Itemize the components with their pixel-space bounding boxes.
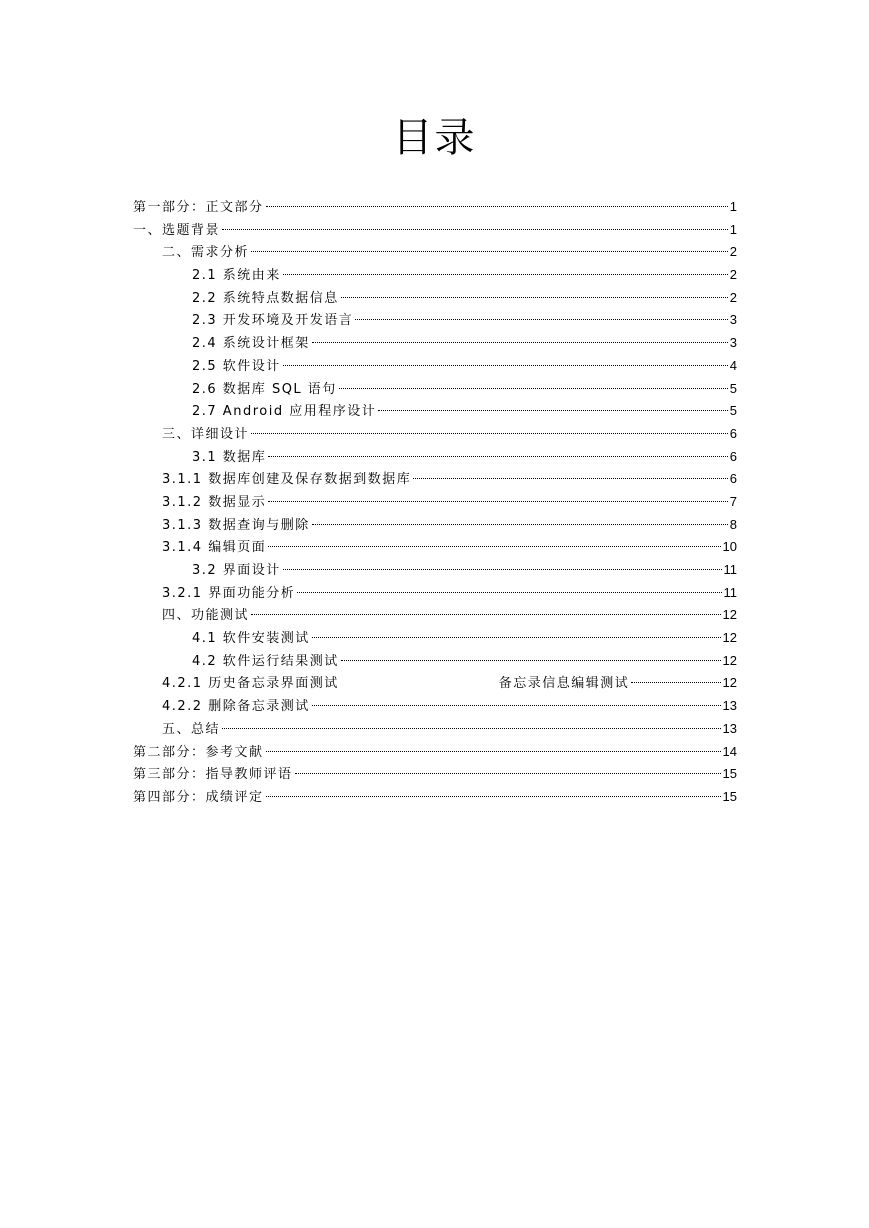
dot-leader bbox=[222, 229, 728, 230]
toc-page-number: 14 bbox=[722, 743, 737, 759]
toc-entry-label: 2.1 系统由来 bbox=[192, 268, 281, 284]
toc-entry-label: 第四部分：成绩评定 bbox=[133, 789, 264, 805]
toc-entry-label: 3.2 界面设计 bbox=[192, 563, 281, 578]
toc-entry[interactable] bbox=[133, 627, 737, 650]
toc-entry[interactable] bbox=[133, 582, 737, 605]
toc-entry-label: 4.2.2 删除备忘录测试 bbox=[162, 699, 310, 715]
toc-entry[interactable] bbox=[133, 378, 737, 401]
dot-leader bbox=[268, 501, 728, 502]
toc-page-number: 15 bbox=[722, 766, 737, 782]
toc-entry[interactable] bbox=[133, 741, 737, 764]
toc-page-number: 5 bbox=[729, 380, 737, 396]
toc-entry-label: 四、功能测试 bbox=[162, 608, 250, 624]
toc-page-number: 4 bbox=[729, 357, 737, 373]
dot-leader bbox=[341, 660, 721, 661]
toc-entry[interactable] bbox=[133, 423, 737, 446]
toc-entry-label: 2.3 开发环境及开发语言 bbox=[192, 313, 354, 329]
dot-leader bbox=[283, 365, 728, 366]
dot-leader bbox=[266, 206, 728, 207]
toc-page-number: 12 bbox=[722, 652, 737, 668]
toc-page-number: 11 bbox=[723, 562, 737, 577]
toc-entry-label: 3.1.4 编辑页面 bbox=[162, 540, 267, 556]
toc-entry[interactable] bbox=[133, 219, 737, 242]
toc-page-number: 8 bbox=[729, 516, 737, 532]
toc-entry[interactable] bbox=[133, 695, 737, 718]
toc-page-number: 12 bbox=[722, 607, 737, 623]
toc-entry[interactable] bbox=[133, 446, 737, 469]
dot-leader bbox=[222, 728, 721, 729]
dot-leader bbox=[295, 773, 721, 774]
toc-entry[interactable] bbox=[133, 536, 737, 559]
toc-entry[interactable] bbox=[133, 196, 737, 219]
toc-entry-label: 三、详细设计 bbox=[162, 426, 250, 442]
toc-entry[interactable] bbox=[133, 786, 737, 809]
toc-entry-label: 二、需求分析 bbox=[162, 245, 250, 261]
toc-entry-label: 五、总结 bbox=[162, 721, 221, 737]
dot-leader bbox=[341, 297, 728, 298]
toc-page-number: 2 bbox=[729, 244, 737, 260]
toc-entry-label: 第二部分：参考文献 bbox=[133, 744, 264, 760]
toc-entry[interactable] bbox=[133, 672, 737, 695]
toc-page-number: 1 bbox=[729, 199, 737, 214]
toc-entry-label: 3.1.2 数据显示 bbox=[162, 494, 267, 510]
toc-entry[interactable] bbox=[133, 650, 737, 673]
toc-entry-label: 2.5 软件设计 bbox=[192, 358, 281, 374]
page-title: 目录 bbox=[392, 115, 477, 161]
toc-page-number: 6 bbox=[729, 448, 737, 464]
toc-page-number: 13 bbox=[722, 720, 737, 736]
toc-entry-label: 3.1.3 数据查询与删除 bbox=[162, 517, 310, 533]
toc-entry[interactable] bbox=[133, 491, 737, 514]
toc-entry[interactable] bbox=[133, 400, 737, 423]
toc-page-number: 7 bbox=[729, 493, 737, 509]
dot-leader bbox=[378, 410, 728, 411]
toc-page-number: 2 bbox=[729, 289, 737, 305]
toc-page-number: 12 bbox=[722, 630, 737, 646]
toc-entry-label: 4.1 软件安装测试 bbox=[192, 631, 310, 647]
toc-page-number: 15 bbox=[722, 788, 737, 804]
dot-leader bbox=[251, 614, 721, 615]
toc-page-number: 6 bbox=[729, 471, 737, 487]
toc-entry-label: 2.7 Android 应用程序设计 bbox=[192, 404, 377, 420]
dot-leader bbox=[251, 251, 728, 252]
toc-page-number: 6 bbox=[729, 425, 737, 441]
toc-entry-label: 第一部分：正文部分 bbox=[133, 200, 264, 215]
toc-entry-label: 一、选题背景 bbox=[133, 222, 221, 238]
table-of-contents bbox=[133, 196, 737, 809]
dot-leader bbox=[631, 682, 720, 683]
toc-entry[interactable] bbox=[133, 468, 737, 491]
toc-entry[interactable] bbox=[133, 309, 737, 332]
dot-leader bbox=[266, 751, 721, 752]
dot-leader bbox=[266, 796, 721, 797]
dot-leader bbox=[251, 433, 728, 434]
dot-leader bbox=[268, 456, 727, 457]
toc-page-number: 1 bbox=[729, 221, 737, 237]
toc-entry-label: 3.1 数据库 bbox=[192, 449, 267, 465]
toc-entry[interactable] bbox=[133, 241, 737, 264]
toc-entry-label: 2.2 系统特点数据信息 bbox=[192, 290, 339, 306]
toc-entry[interactable] bbox=[133, 718, 737, 741]
toc-entry[interactable] bbox=[133, 604, 737, 627]
toc-page-number: 10 bbox=[722, 539, 737, 555]
toc-entry-label: 2.4 系统设计框架 bbox=[192, 336, 310, 352]
toc-entry[interactable] bbox=[133, 763, 737, 786]
toc-entry[interactable] bbox=[133, 332, 737, 355]
toc-page-number: 3 bbox=[729, 335, 737, 351]
toc-entry-label: 2.6 数据库 SQL 语句 bbox=[192, 381, 337, 397]
toc-entry-label: 3.1.1 数据库创建及保存数据到数据库 bbox=[162, 472, 412, 488]
toc-entry[interactable] bbox=[133, 355, 737, 378]
toc-entry[interactable] bbox=[133, 264, 737, 287]
dot-leader bbox=[312, 705, 721, 706]
dot-leader bbox=[312, 342, 728, 343]
toc-entry[interactable] bbox=[133, 559, 737, 582]
toc-entry-label: 4.2.1 历史备忘录界面测试 bbox=[162, 676, 339, 692]
toc-page-number: 12 bbox=[722, 675, 737, 691]
toc-page-number: 11 bbox=[723, 584, 737, 600]
dot-leader bbox=[339, 388, 728, 389]
toc-entry-label: 3.2.1 界面功能分析 bbox=[162, 585, 296, 601]
dot-leader bbox=[268, 546, 720, 547]
dot-leader bbox=[312, 637, 721, 638]
toc-entry[interactable] bbox=[133, 514, 737, 537]
toc-page-number: 5 bbox=[729, 403, 737, 419]
toc-entry[interactable] bbox=[133, 287, 737, 310]
toc-entry-secondary-label: 备忘录信息编辑测试 bbox=[498, 676, 630, 692]
dot-leader bbox=[283, 274, 728, 275]
toc-page-number: 2 bbox=[729, 267, 737, 283]
toc-page-number: 3 bbox=[729, 312, 737, 328]
dot-leader bbox=[312, 524, 728, 525]
toc-entry-label: 第三部分：指导教师评语 bbox=[133, 767, 293, 783]
dot-leader bbox=[283, 569, 722, 570]
toc-entry-label: 4.2 软件运行结果测试 bbox=[192, 653, 339, 669]
toc-page-number: 13 bbox=[722, 698, 737, 714]
dot-leader bbox=[355, 319, 727, 320]
dot-leader bbox=[413, 478, 728, 479]
dot-leader bbox=[297, 592, 721, 593]
